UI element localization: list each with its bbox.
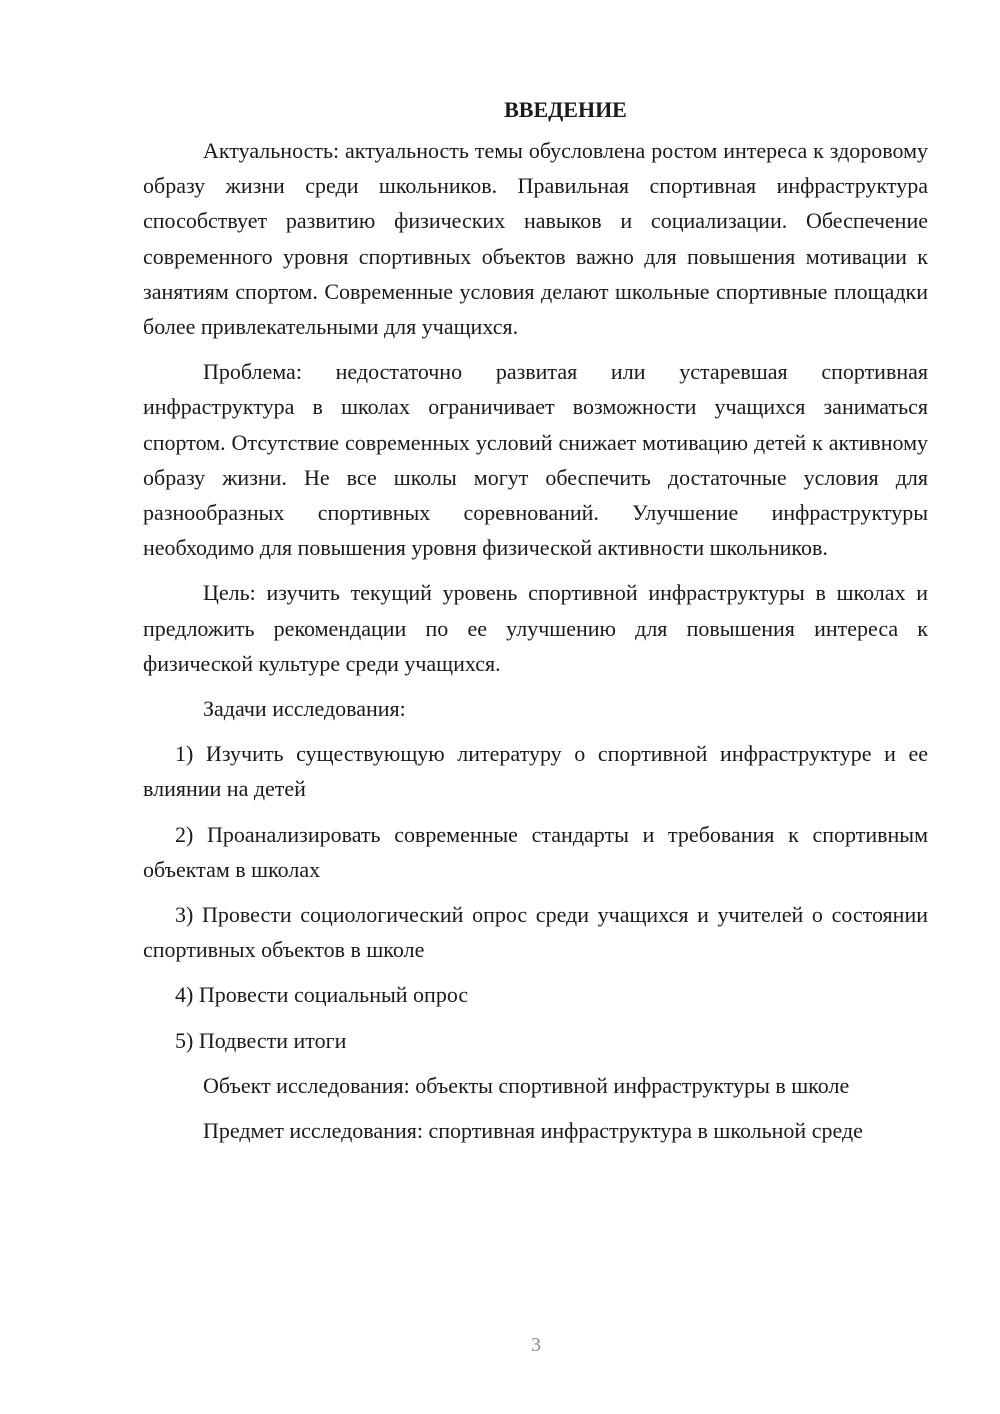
task-item-2: 2) Проанализировать современные стандарты и требования к спортивным объектам в школах: [143, 821, 928, 882]
tasks-title: Задачи исследования:: [203, 696, 406, 722]
section-heading: ВВЕДЕНИЕ: [504, 97, 627, 122]
document-body: [143, 92, 928, 1148]
paragraph-problem: Проблема: недостаточно развитая или устаревшая спортивная инфраструктура в школах ограничивает возможности учащихся заниматься спортом. Отсутствие современных условий снижает мотивацию детей к активному образу жизни. Не все школы могут обеспечить достаточные условия для разнообразных спортивных соревнований. Улучшение инфраструктуры необходимо для повышения уровня физической активности школьников.: [143, 359, 928, 561]
task-item-1: 1) Изучить существующую литературу о спортивной инфраструктуре и ее влиянии на детей: [143, 741, 928, 802]
task-item-5: 5) Подвести итоги: [175, 1027, 347, 1053]
paragraph-object: Объект исследования: объекты спортивной инфраструктуры в школе: [203, 1072, 850, 1098]
paragraph-goal: Цель: изучить текущий уровень спортивной инфраструктуры в школах и предложить рекомендации по ее улучшению для повышения интереса к физической культуре среди учащихся.: [143, 580, 928, 676]
paragraph-relevance: Актуальность: актуальность темы обусловлена ростом интереса к здоровому образу жизни среди школьников. Правильная спортивная инфраструктура способствует развитию физических навыков и социализации. Обеспечение современного уровня спортивных объектов важно для повышения мотивации к занятиям спортом. Современные условия делают школьные спортивные площадки более привлекательными для учащихся.: [143, 138, 928, 340]
paragraph-subject: Предмет исследования: спортивная инфраструктура в школьной среде: [203, 1118, 863, 1144]
task-item-4: 4) Провести социальный опрос: [175, 982, 469, 1008]
page-number: 3: [531, 1334, 541, 1356]
task-item-3: 3) Провести социологический опрос среди учащихся и учителей о состоянии спортивных объектов в школе: [143, 902, 928, 963]
